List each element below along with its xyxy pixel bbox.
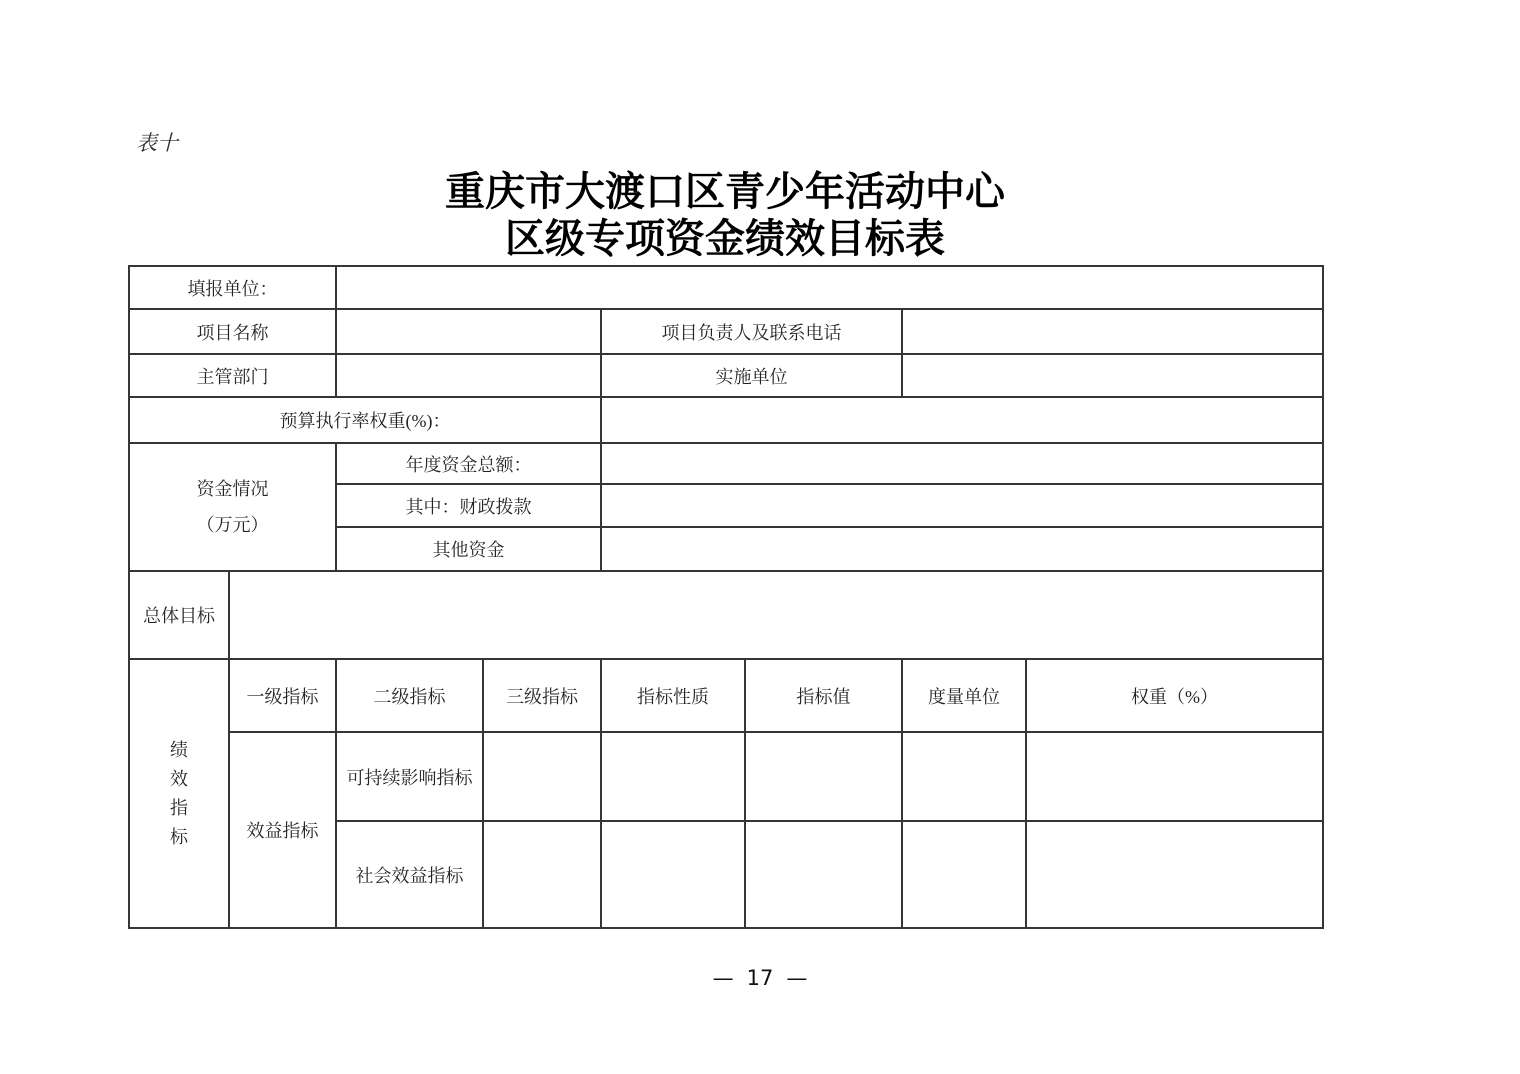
page-number: 17 [746, 966, 774, 990]
header-nature-cell: 指标性质 [601, 659, 745, 732]
title-line-2: 区级专项资金绩效目标表 [505, 216, 945, 261]
header-level3-cell: 三级指标 [483, 659, 601, 732]
perf-char-3: 指 [170, 797, 188, 818]
sustainable-nature-cell[interactable] [601, 732, 745, 821]
project-name-value-cell[interactable] [336, 309, 601, 354]
row-dept [129, 354, 1323, 397]
funding-fiscal-label-cell: 其中：财政拨款 [336, 484, 601, 527]
benefit-indicator-cell: 效益指标 [229, 732, 336, 928]
funding-group-line-1: 资金情况 [196, 479, 269, 499]
fill-unit-label-cell: 填报单位： [129, 266, 336, 309]
impl-unit-value-cell[interactable] [902, 354, 1323, 397]
impl-unit-label-cell: 实施单位 [601, 354, 902, 397]
dept-value-cell[interactable] [336, 354, 601, 397]
budget-exec-value-cell[interactable] [601, 397, 1323, 443]
row-sustainable-indicator [129, 732, 1323, 821]
overall-goal-label-cell: 总体目标 [129, 571, 229, 659]
table-number-tag: 表十 [136, 131, 178, 155]
perf-char-1: 绩 [170, 739, 188, 760]
social-indicator-cell: 社会效益指标 [336, 821, 483, 928]
budget-exec-label-cell: 预算执行率权重(%)： [129, 397, 601, 443]
social-level3-cell[interactable] [483, 821, 601, 928]
funding-total-value-cell[interactable] [601, 443, 1323, 484]
social-nature-cell[interactable] [601, 821, 745, 928]
funding-total-label-cell: 年度资金总额： [336, 443, 601, 484]
footer-dash-left: — [712, 966, 734, 990]
page-footer [0, 966, 1520, 990]
perf-char-4: 标 [170, 826, 188, 847]
sustainable-weight-cell[interactable] [1026, 732, 1323, 821]
funding-other-value-cell[interactable] [601, 527, 1323, 571]
overall-goal-value-cell[interactable] [229, 571, 1323, 659]
project-lead-label-cell: 项目负责人及联系电话 [601, 309, 902, 354]
header-unit-cell: 度量单位 [902, 659, 1026, 732]
funding-other-label-cell: 其他资金 [336, 527, 601, 571]
header-level2-cell: 二级指标 [336, 659, 483, 732]
sustainable-unit-cell[interactable] [902, 732, 1026, 821]
sustainable-indicator-cell: 可持续影响指标 [336, 732, 483, 821]
project-name-label-cell: 项目名称 [129, 309, 336, 354]
row-budget-exec [129, 397, 1323, 443]
social-value-cell[interactable] [745, 821, 902, 928]
funding-fiscal-value-cell[interactable] [601, 484, 1323, 527]
sustainable-level3-cell[interactable] [483, 732, 601, 821]
funding-group-cell [129, 443, 336, 571]
funding-group-line-2: （万元） [196, 515, 269, 535]
social-weight-cell[interactable] [1026, 821, 1323, 928]
row-funding-total [129, 443, 1323, 484]
perf-indicator-group-cell [129, 659, 229, 928]
header-value-cell: 指标值 [745, 659, 902, 732]
project-lead-value-cell[interactable] [902, 309, 1323, 354]
row-overall-goal [129, 571, 1323, 659]
fill-unit-value-cell[interactable] [336, 266, 1323, 309]
header-level1-cell: 一级指标 [229, 659, 336, 732]
footer-dash-right: — [786, 966, 808, 990]
title-line-1: 重庆市大渡口区青少年活动中心 [445, 169, 1005, 214]
sustainable-value-cell[interactable] [745, 732, 902, 821]
row-indicator-headers [129, 659, 1323, 732]
dept-label-cell: 主管部门 [129, 354, 336, 397]
perf-char-2: 效 [170, 768, 188, 789]
document-title [128, 168, 1322, 262]
social-unit-cell[interactable] [902, 821, 1026, 928]
header-weight-cell: 权重（%） [1026, 659, 1323, 732]
row-fill-unit [129, 266, 1323, 309]
row-project-name [129, 309, 1323, 354]
performance-target-table [128, 265, 1324, 929]
